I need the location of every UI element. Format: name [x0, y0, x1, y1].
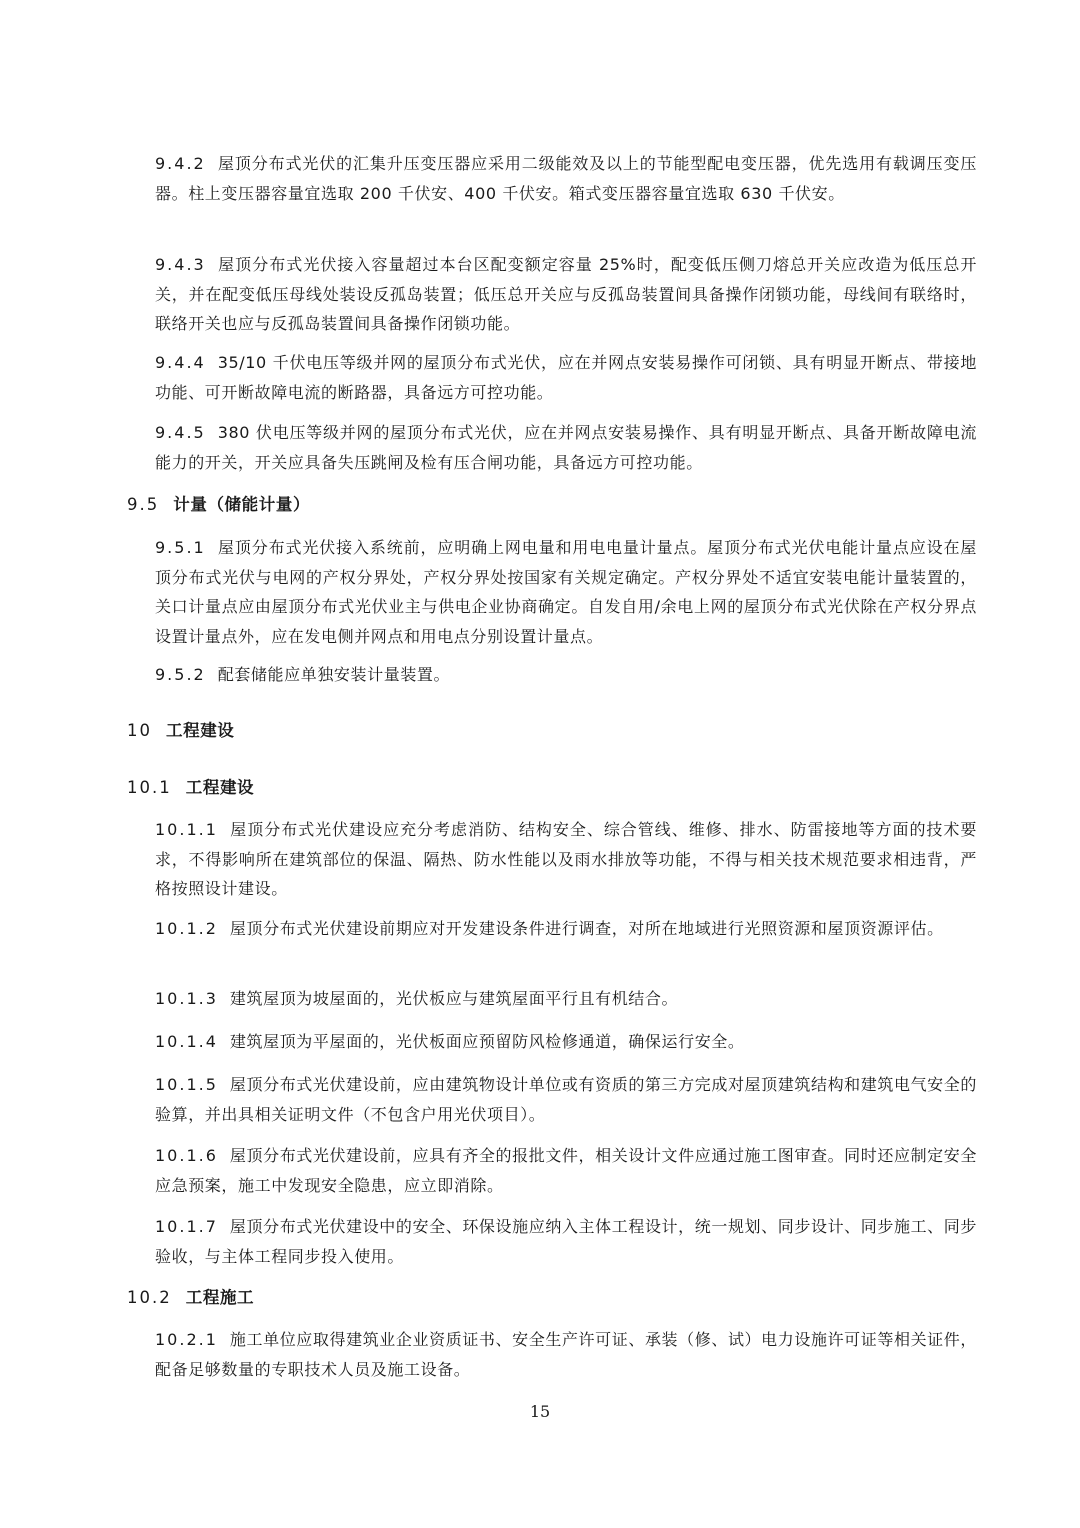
clause-number: 10.1.3	[155, 989, 218, 1008]
clause-number: 10.1.6	[155, 1146, 218, 1165]
clause-text: 建筑屋顶为坡屋面的，光伏板应与建筑屋面平行且有机结合。	[229, 989, 679, 1008]
clause-number: 10.1.1	[155, 820, 218, 839]
clause-10-1-4	[155, 1027, 977, 1057]
clause-text: 建筑屋顶为平屋面的，光伏板面应预留防风检修通道，确保运行安全。	[229, 1032, 745, 1051]
chapter-heading-10	[127, 716, 234, 746]
chapter-number: 10	[127, 721, 152, 740]
clause-number: 9.4.3	[155, 255, 206, 274]
clause-9-4-3	[155, 250, 977, 339]
clause-text: 屋顶分布式光伏接入容量超过本台区配变额定容量 25%时，配变低压侧刀熔总开关应改造为低压总开关，并在配变低压母线处装设反孤岛装置；低压总开关应与反孤岛装置间具备操作闭锁功能，母线间有联络时，联络开关也应与反孤岛装置间具备操作闭锁功能。	[155, 255, 977, 333]
clause-number: 9.5.2	[155, 665, 206, 684]
clause-10-1-6	[155, 1141, 977, 1200]
section-title: 工程建设	[185, 778, 255, 797]
clause-number: 9.5.1	[155, 538, 206, 557]
clause-10-1-2	[155, 914, 977, 944]
clause-text: 380 伏电压等级并网的屋顶分布式光伏，应在并网点安装易操作、具有明显开断点、具备开断故障电流能力的开关，开关应具备失压跳闸及检有压合闸功能，具备远方可控功能。	[155, 423, 977, 472]
clause-10-1-3	[155, 984, 977, 1014]
section-title: 工程施工	[185, 1288, 255, 1307]
section-number: 10.2	[127, 1288, 172, 1307]
clause-number: 9.4.2	[155, 154, 206, 173]
clause-number: 9.4.4	[155, 353, 206, 372]
clause-text: 屋顶分布式光伏的汇集升压变压器应采用二级能效及以上的节能型配电变压器，优先选用有载调压变压器。柱上变压器容量宜选取 200 千伏安、400 千伏安。箱式变压器容量宜选取 630 千伏安。	[155, 154, 977, 203]
section-heading-10-2	[127, 1283, 254, 1313]
clause-number: 10.1.5	[155, 1075, 218, 1094]
chapter-title: 工程建设	[166, 721, 235, 740]
section-number: 9.5	[127, 495, 160, 514]
clause-text: 屋顶分布式光伏建设中的安全、环保设施应纳入主体工程设计，统一规划、同步设计、同步施工、同步验收，与主体工程同步投入使用。	[155, 1217, 977, 1266]
clause-text: 35/10 千伏电压等级并网的屋顶分布式光伏，应在并网点安装易操作可闭锁、具有明显开断点、带接地功能、可开断故障电流的断路器，具备远方可控功能。	[155, 353, 977, 402]
clause-text: 屋顶分布式光伏建设应充分考虑消防、结构安全、综合管线、维修、排水、防雷接地等方面的技术要求，不得影响所在建筑部位的保温、隔热、防水性能以及雨水排放等功能，不得与相关技术规范要求相违背，严格按照设计建设。	[155, 820, 977, 898]
clause-10-1-7	[155, 1212, 977, 1271]
section-heading-9-5	[127, 490, 310, 520]
section-title: 计量（储能计量）	[173, 495, 311, 514]
clause-9-5-2	[155, 660, 977, 690]
clause-number: 10.1.2	[155, 919, 218, 938]
clause-text: 屋顶分布式光伏建设前，应由建筑物设计单位或有资质的第三方完成对屋顶建筑结构和建筑电气安全的验算，并出具相关证明文件（不包含户用光伏项目）。	[155, 1075, 977, 1124]
clause-number: 10.2.1	[155, 1330, 218, 1349]
clause-number: 9.4.5	[155, 423, 206, 442]
clause-9-5-1	[155, 533, 977, 651]
clause-text: 屋顶分布式光伏建设前期应对开发建设条件进行调查，对所在地域进行光照资源和屋顶资源评估。	[229, 919, 944, 938]
clause-9-4-2	[155, 149, 977, 208]
clause-9-4-5	[155, 418, 977, 477]
clause-text: 施工单位应取得建筑业企业资质证书、安全生产许可证、承装（修、试）电力设施许可证等相关证件，配备足够数量的专职技术人员及施工设备。	[155, 1330, 977, 1379]
clause-10-2-1	[155, 1325, 977, 1384]
clause-text: 屋顶分布式光伏接入系统前，应明确上网电量和用电电量计量点。屋顶分布式光伏电能计量点应设在屋顶分布式光伏与电网的产权分界处，产权分界处按国家有关规定确定。产权分界处不适宜安装电能计量装置的，关口计量点应由屋顶分布式光伏业主与供电企业协商确定。自发自用/余电上网的屋顶分布式光伏除在产权分界点设置计量点外，应在发电侧并网点和用电点分别设置计量点。	[155, 538, 977, 646]
section-heading-10-1	[127, 773, 254, 803]
page-number: 15	[529, 1402, 551, 1421]
clause-number: 10.1.4	[155, 1032, 218, 1051]
clause-text: 配套储能应单独安装计量装置。	[217, 665, 451, 684]
section-number: 10.1	[127, 778, 172, 797]
clause-9-4-4	[155, 348, 977, 407]
clause-number: 10.1.7	[155, 1217, 218, 1236]
clause-10-1-1	[155, 815, 977, 904]
clause-10-1-5	[155, 1070, 977, 1129]
clause-text: 屋顶分布式光伏建设前，应具有齐全的报批文件，相关设计文件应通过施工图审查。同时还应制定安全应急预案，施工中发现安全隐患，应立即消除。	[155, 1146, 977, 1195]
